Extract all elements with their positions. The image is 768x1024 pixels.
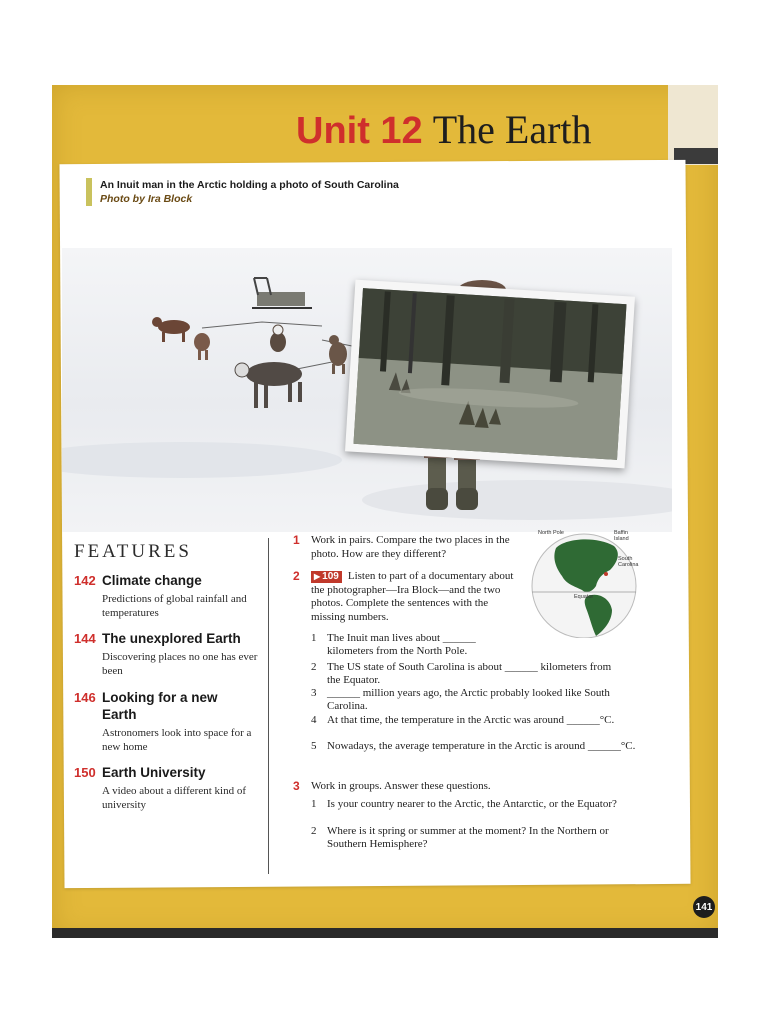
exercise-number: 2 bbox=[293, 569, 300, 583]
feature-unexplored-earth[interactable] bbox=[74, 630, 264, 678]
column-divider bbox=[268, 538, 269, 874]
sled-dog-icon bbox=[329, 335, 347, 374]
question-item bbox=[311, 714, 627, 727]
feature-description: Astronomers look into space for a new home bbox=[102, 727, 252, 753]
feature-new-earth[interactable] bbox=[74, 689, 264, 754]
features-heading: FEATURES bbox=[74, 541, 192, 562]
exercise-3 bbox=[293, 779, 611, 794]
feature-earth-university[interactable] bbox=[74, 764, 264, 812]
play-icon: ▶ bbox=[314, 572, 321, 581]
item-text: Where is it spring or summer at the moment? In the Northern or Southern Hemisphere? bbox=[327, 825, 609, 850]
exercise-instruction: Work in groups. Answer these questions. bbox=[311, 780, 491, 792]
feature-climate-change[interactable] bbox=[74, 572, 264, 620]
question-item bbox=[311, 687, 627, 713]
feature-description: Discovering places no one has ever been bbox=[102, 651, 258, 677]
caption-text: An Inuit man in the Arctic holding a photo of South Carolina bbox=[100, 179, 399, 191]
feature-page-number: 150 bbox=[74, 765, 96, 780]
item-text: At that time, the temperature in the Arctic was around ______°C. bbox=[327, 714, 615, 726]
item-number: 2 bbox=[311, 825, 317, 837]
feature-title: Looking for a new Earth bbox=[102, 690, 218, 722]
item-number: 1 bbox=[311, 632, 317, 644]
caption-credit: Photo by Ira Block bbox=[100, 193, 193, 205]
feature-title: Earth University bbox=[102, 765, 206, 780]
unit-title bbox=[296, 106, 592, 153]
exercise-instruction: Listen to part of a documentary about the photographer—Ira Block—and the two photos. Complete the sentences with the missing numbers. bbox=[311, 570, 514, 623]
unit-number: Unit 12 bbox=[296, 110, 423, 152]
globe-label-equator: Equator bbox=[574, 594, 594, 600]
audio-track-number: 109 bbox=[322, 571, 339, 582]
question-item bbox=[311, 632, 507, 658]
question-item bbox=[311, 825, 617, 851]
globe-icon bbox=[526, 528, 648, 638]
item-text: Nowadays, the average temperature in the Arctic is around ______°C. bbox=[327, 740, 636, 752]
exercise-instruction: Work in pairs. Compare the two places in the photo. How are they different? bbox=[311, 534, 510, 560]
item-text: The US state of South Carolina is about ______ kilometers from the Equator. bbox=[327, 661, 612, 686]
globe-label-north-pole: North Pole bbox=[538, 530, 564, 536]
feature-description: A video about a different kind of university bbox=[102, 785, 246, 811]
question-item bbox=[311, 740, 647, 753]
page-number: 141 bbox=[693, 896, 715, 918]
feature-title: Climate change bbox=[102, 573, 202, 588]
feature-title: The unexplored Earth bbox=[102, 631, 241, 646]
held-photograph bbox=[345, 280, 635, 469]
item-number: 2 bbox=[311, 661, 317, 673]
sled-icon bbox=[252, 278, 312, 308]
sled-dog-icon bbox=[270, 325, 286, 352]
photo-caption bbox=[86, 178, 486, 206]
feature-page-number: 146 bbox=[74, 690, 96, 705]
feature-page-number: 144 bbox=[74, 631, 96, 646]
sled-dog-icon bbox=[194, 333, 210, 360]
unit-name: The Earth bbox=[432, 107, 592, 152]
item-text: Is your country nearer to the Arctic, the Antarctic, or the Equator? bbox=[327, 798, 617, 810]
sled-dog-icon bbox=[152, 317, 190, 342]
audio-track-button[interactable] bbox=[311, 571, 342, 583]
item-number: 1 bbox=[311, 798, 317, 810]
feature-description: Predictions of global rainfall and temperatures bbox=[102, 593, 247, 619]
exercise-2 bbox=[293, 569, 521, 624]
item-text: The Inuit man lives about ______ kilometers from the North Pole. bbox=[327, 632, 476, 657]
item-number: 3 bbox=[311, 687, 317, 699]
swamp-photo-illustration bbox=[345, 280, 635, 469]
globe-label-baffin: Baffin Island bbox=[614, 530, 629, 542]
page-bottom-edge bbox=[52, 928, 718, 938]
globe-label-south-carolina: South Carolina bbox=[618, 556, 639, 568]
feature-page-number: 142 bbox=[74, 573, 96, 588]
globe-map bbox=[526, 528, 648, 638]
item-text: ______ million years ago, the Arctic probably looked like South Carolina. bbox=[327, 687, 610, 712]
sled-dog-icon bbox=[235, 362, 302, 408]
question-item bbox=[311, 661, 627, 687]
question-item bbox=[311, 798, 617, 811]
item-number: 4 bbox=[311, 714, 317, 726]
exercise-1 bbox=[293, 533, 511, 561]
exercise-number: 3 bbox=[293, 779, 300, 793]
exercise-number: 1 bbox=[293, 533, 300, 547]
item-number: 5 bbox=[311, 740, 317, 752]
